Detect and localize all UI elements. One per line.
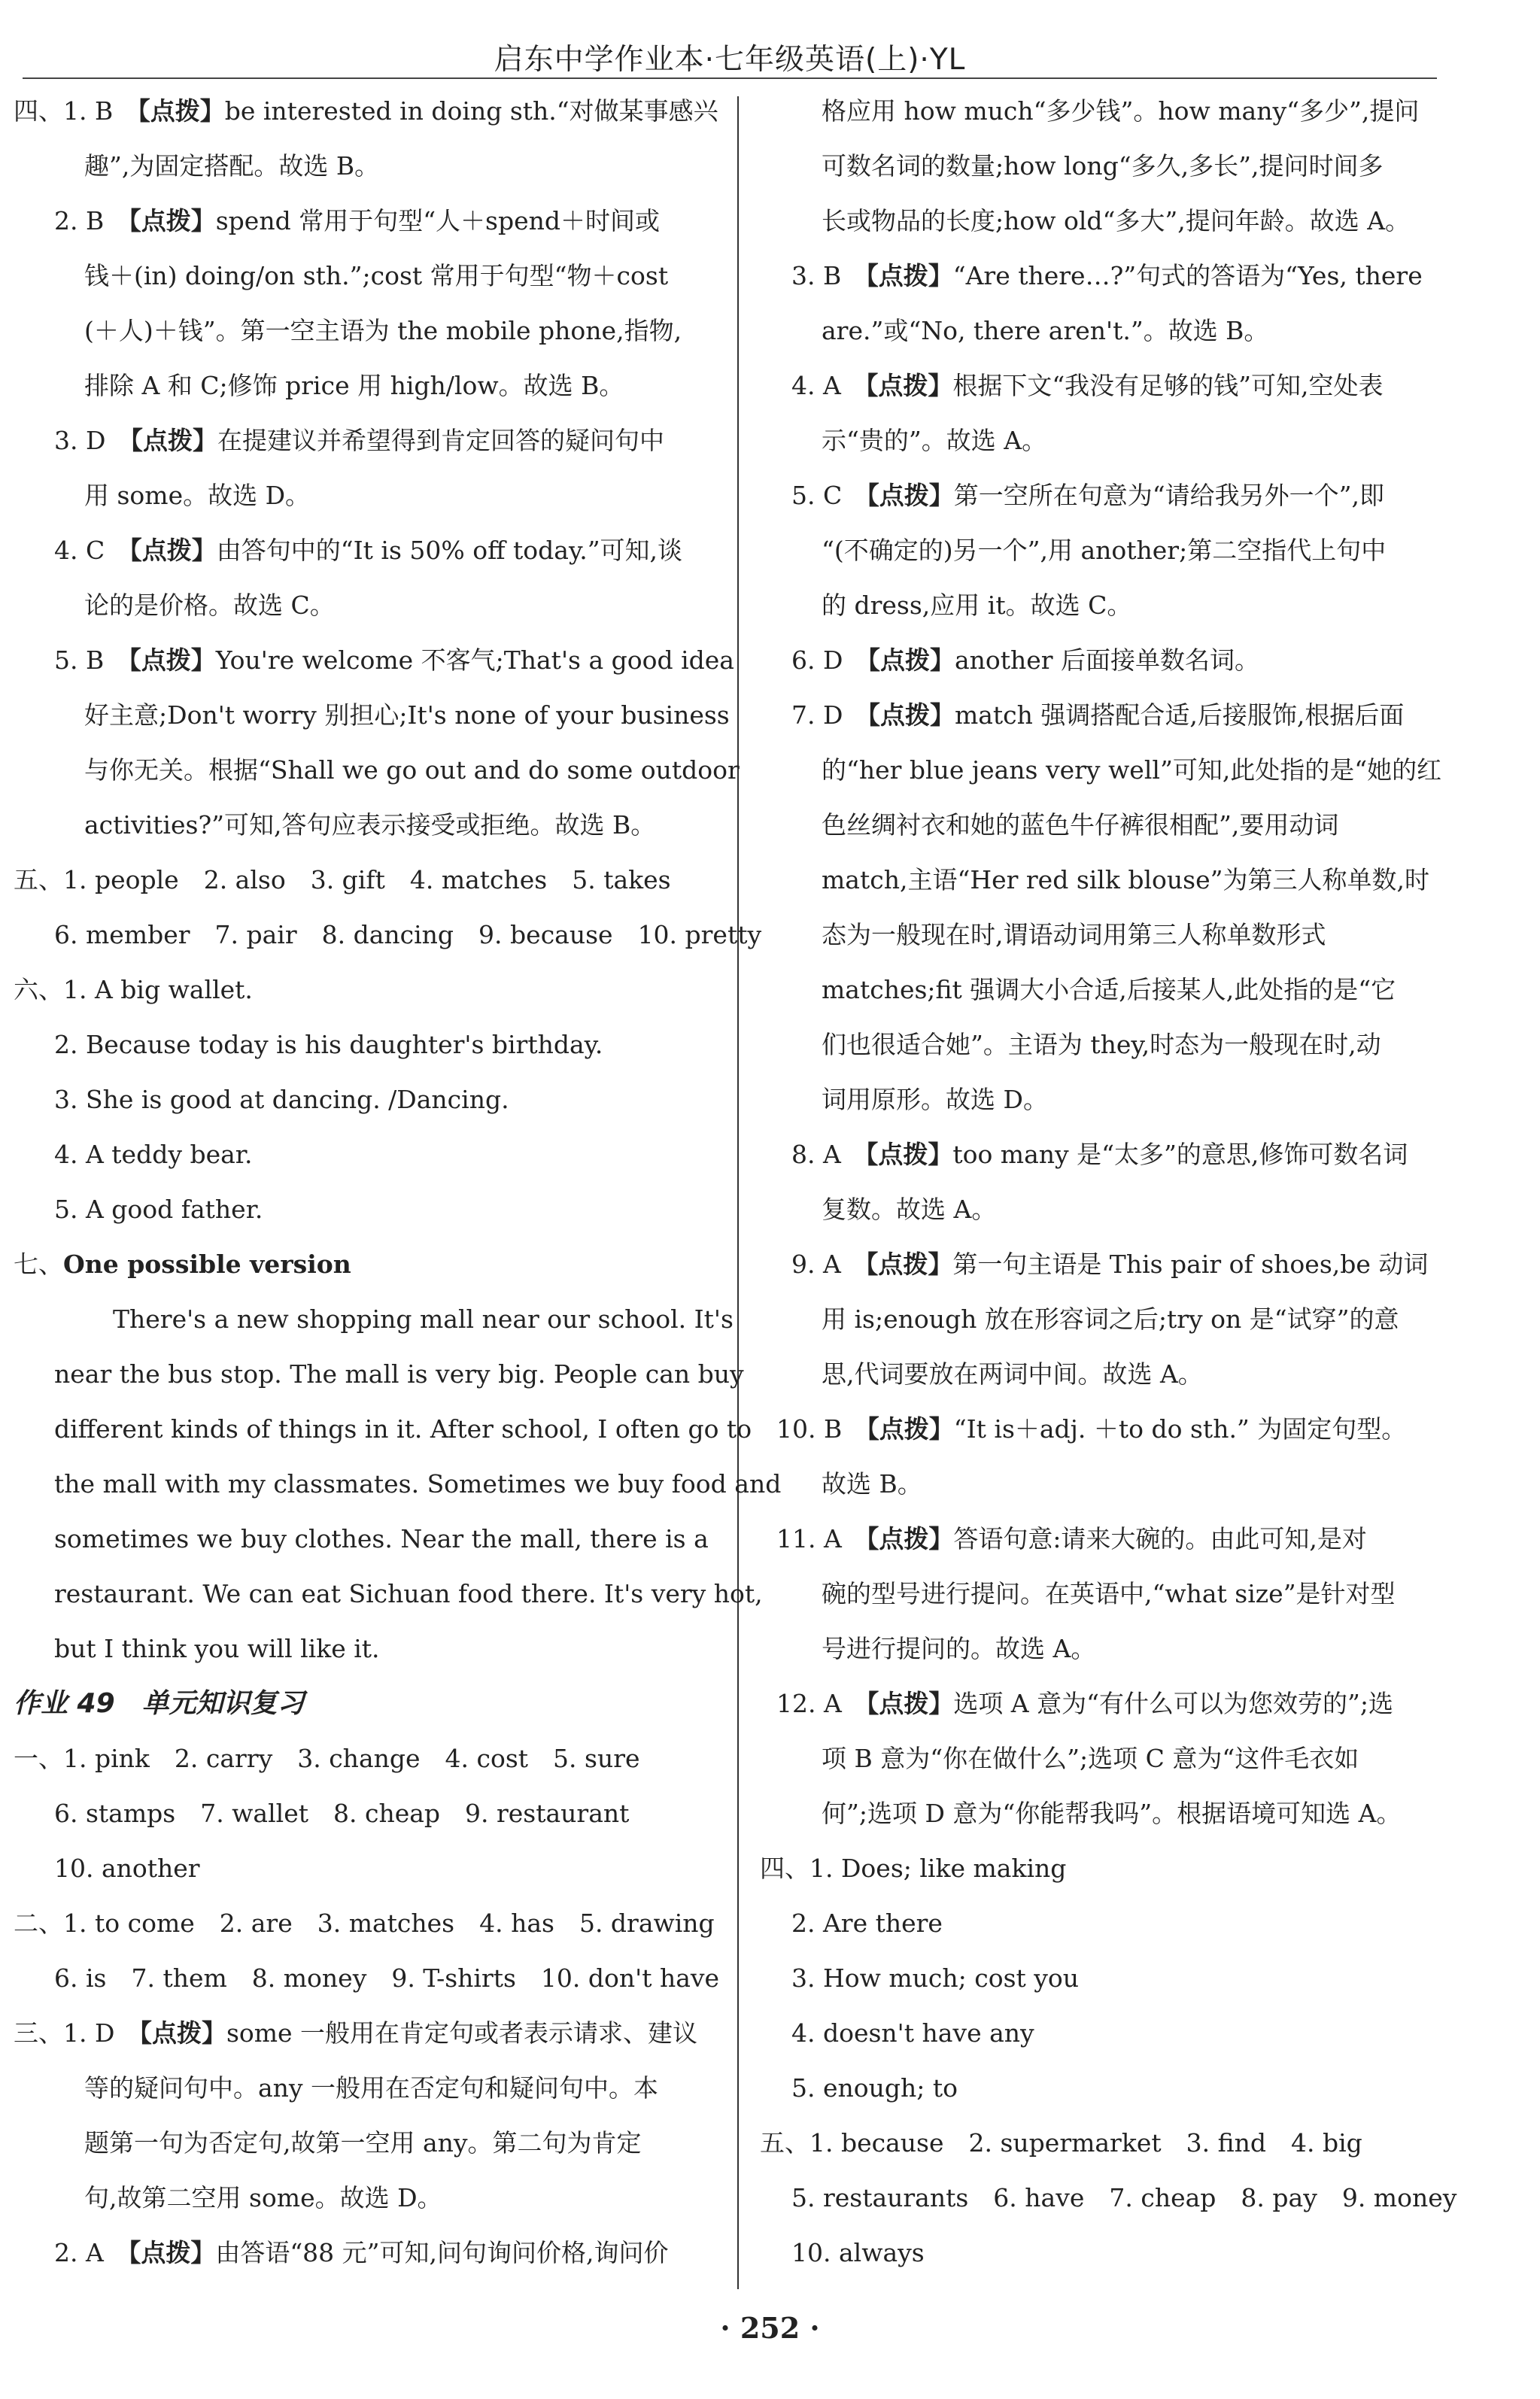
essay-line: restaurant. We can eat Sichuan food there. It's very hot, [54,1579,763,1608]
answer-line: activities?”可知,答句应表示接受或拒绝。故选 B。 [84,810,656,840]
answer-line: 二、1. to come 2. are 3. matches 4. has 5. drawing [14,1909,715,1938]
answer-line: 的“her blue jeans very well”可知,此处指的是“她的红 [822,755,1442,785]
answer-line: 4. C 【点拨】由答句中的“It is 50% off today.”可知,谈 [54,536,683,565]
answer-line: 用 some。故选 D。 [84,481,311,510]
essay-line: but I think you will like it. [54,1634,380,1663]
answer-line: are.”或“No, there aren't.”。故选 B。 [822,316,1269,345]
answer-line: 一、1. pink 2. carry 3. change 4. cost 5. sure [14,1744,640,1773]
answer-line: 5. enough; to [791,2073,958,2103]
answer-line: 项 B 意为“你在做什么”;选项 C 意为“这件毛衣如 [822,1744,1359,1773]
answer-line: 等的疑问句中。any 一般用在否定句和疑问句中。本 [84,2073,659,2103]
answer-line: 11. A 【点拨】答语句意:请来大碗的。由此可知,是对 [776,1524,1367,1553]
answer-line: 态为一般现在时,谓语动词用第三人称单数形式 [822,920,1326,949]
answer-line: 2. B 【点拨】spend 常用于句型“人＋spend＋时间或 [54,206,661,235]
answer-line: 9. A 【点拨】第一句主语是 This pair of shoes,be 动词 [791,1250,1429,1279]
answer-line: 与你无关。根据“Shall we go out and do some outdoor [84,755,740,785]
answer-line: (＋人)＋钱”。第一空主语为 the mobile phone,指物, [84,316,682,345]
answer-line: 的 dress,应用 it。故选 C。 [822,591,1132,620]
answer-line: 词用原形。故选 D。 [822,1085,1048,1114]
essay-line: near the bus stop. The mall is very big. People can buy [54,1359,744,1389]
answer-line: 4. doesn't have any [791,2018,1034,2048]
answer-line: 题第一句为否定句,故第一空用 any。第二句为肯定 [84,2128,642,2158]
answer-line: 四、1. B 【点拨】be interested in doing sth.“对做某事感兴 [14,96,718,126]
answer-line: 10. another [54,1854,200,1883]
answer-line: 可数名词的数量;how long“多久,多长”,提问时间多 [822,151,1384,181]
answer-line: 5. C 【点拨】第一空所在句意为“请给我另外一个”,即 [791,481,1384,510]
answer-line: 五、1. people 2. also 3. gift 4. matches 5. takes [14,865,671,894]
answer-line: 7. D 【点拨】match 强调搭配合适,后接服饰,根据后面 [791,700,1405,730]
answer-line: 思,代词要放在两词中间。故选 A。 [822,1359,1203,1389]
answer-line: 5. restaurants 6. have 7. cheap 8. pay 9. money [791,2183,1457,2212]
answer-line: 6. member 7. pair 8. dancing 9. because 10. pretty [54,920,762,949]
answer-line: 用 is;enough 放在形容词之后;try on 是“试穿”的意 [822,1304,1399,1334]
answer-line: 4. A 【点拨】根据下文“我没有足够的钱”可知,空处表 [791,371,1384,400]
header-rule [23,77,1437,79]
essay-line: different kinds of things in it. After school, I often go to [54,1414,752,1444]
answer-line: 6. stamps 7. wallet 8. cheap 9. restaurant [54,1799,630,1828]
answer-line: 五、1. because 2. supermarket 3. find 4. big [760,2128,1362,2158]
answer-line: matches;fit 强调大小合适,后接某人,此处指的是“它 [822,975,1396,1004]
answer-line: 6. is 7. them 8. money 9. T-shirts 10. don't have [54,1963,720,1993]
answer-line: 3. How much; cost you [791,1963,1080,1993]
answer-line: 4. A teddy bear. [54,1140,253,1169]
answer-line: 碗的型号进行提问。在英语中,“what size”是针对型 [822,1579,1396,1608]
answer-line: 2. A 【点拨】由答语“88 元”可知,问句询问价格,询问价 [54,2238,669,2267]
answer-line: 复数。故选 A。 [822,1195,997,1224]
answer-line: 长或物品的长度;how old“多大”,提问年龄。故选 A。 [822,206,1411,235]
answer-line: 3. B 【点拨】“Are there…?”句式的答语为“Yes, there [791,261,1423,290]
answer-line: 论的是价格。故选 C。 [84,591,335,620]
answer-line: 趣”,为固定搭配。故选 B。 [84,151,380,181]
answer-line: 句,故第二空用 some。故选 D。 [84,2183,442,2212]
answer-line: 好主意;Don't worry 别担心;It's none of your business [84,700,730,730]
answer-line: 六、1. A big wallet. [14,975,253,1004]
answer-line: 2. Are there [791,1909,943,1938]
answer-line: 故选 B。 [822,1469,922,1499]
answer-line: 5. B 【点拨】You're welcome 不客气;That's a good idea [54,645,734,675]
answer-line: 12. A 【点拨】选项 A 意为“有什么可以为您效劳的”;选 [776,1689,1393,1718]
answer-line: 格应用 how much“多少钱”。how many“多少”,提问 [822,96,1420,126]
essay-line: the mall with my classmates. Sometimes we buy food and [54,1469,782,1499]
answer-line: 5. A good father. [54,1195,263,1224]
answer-line: 四、1. Does; like making [760,1854,1067,1883]
answer-line: 排除 A 和 C;修饰 price 用 high/low。故选 B。 [84,371,624,400]
answer-line: 10. B 【点拨】“It is＋adj. ＋to do sth.” 为固定句型。 [776,1414,1407,1444]
answer-line: 示“贵的”。故选 A。 [822,426,1047,455]
answer-line: 色丝绸衬衣和她的蓝色牛仔裤很相配”,要用动词 [822,810,1339,840]
answer-line: 3. D 【点拨】在提建议并希望得到肯定回答的疑问句中 [54,426,664,455]
answer-line: 号进行提问的。故选 A。 [822,1634,1096,1663]
answer-line: 8. A 【点拨】too many 是“太多”的意思,修饰可数名词 [791,1140,1408,1169]
answer-line: 10. always [791,2238,925,2267]
answer-line: 钱＋(in) doing/on sth.”;cost 常用于句型“物＋cost [84,261,669,290]
answer-line: 何”;选项 D 意为“你能帮我吗”。根据语境可知选 A。 [822,1799,1402,1828]
page-header: 启东中学作业本·七年级英语(上)·YL [494,43,966,77]
answer-line: match,主语“Her red silk blouse”为第三人称单数,时 [822,865,1429,894]
answer-line: 们也很适合她”。主语为 they,时态为一般现在时,动 [822,1030,1381,1059]
essay-line: sometimes we buy clothes. Near the mall, there is a [54,1524,709,1553]
page-number: · 252 · [720,2311,820,2345]
answer-line: 6. D 【点拨】another 后面接单数名词。 [791,645,1260,675]
answer-line: “(不确定的)另一个”,用 another;第二空指代上句中 [822,536,1387,565]
answer-line: 2. Because today is his daughter's birthday. [54,1030,603,1059]
essay-line: There's a new shopping mall near our school. It's [113,1304,734,1334]
column-divider [737,96,739,2289]
section-title: 作业 49 单元知识复习 [14,1688,305,1719]
answer-line: 三、1. D 【点拨】some 一般用在肯定句或者表示请求、建议 [14,2018,698,2048]
answer-line: 3. She is good at dancing. /Dancing. [54,1085,509,1114]
essay-heading: 七、One possible version [14,1250,351,1279]
